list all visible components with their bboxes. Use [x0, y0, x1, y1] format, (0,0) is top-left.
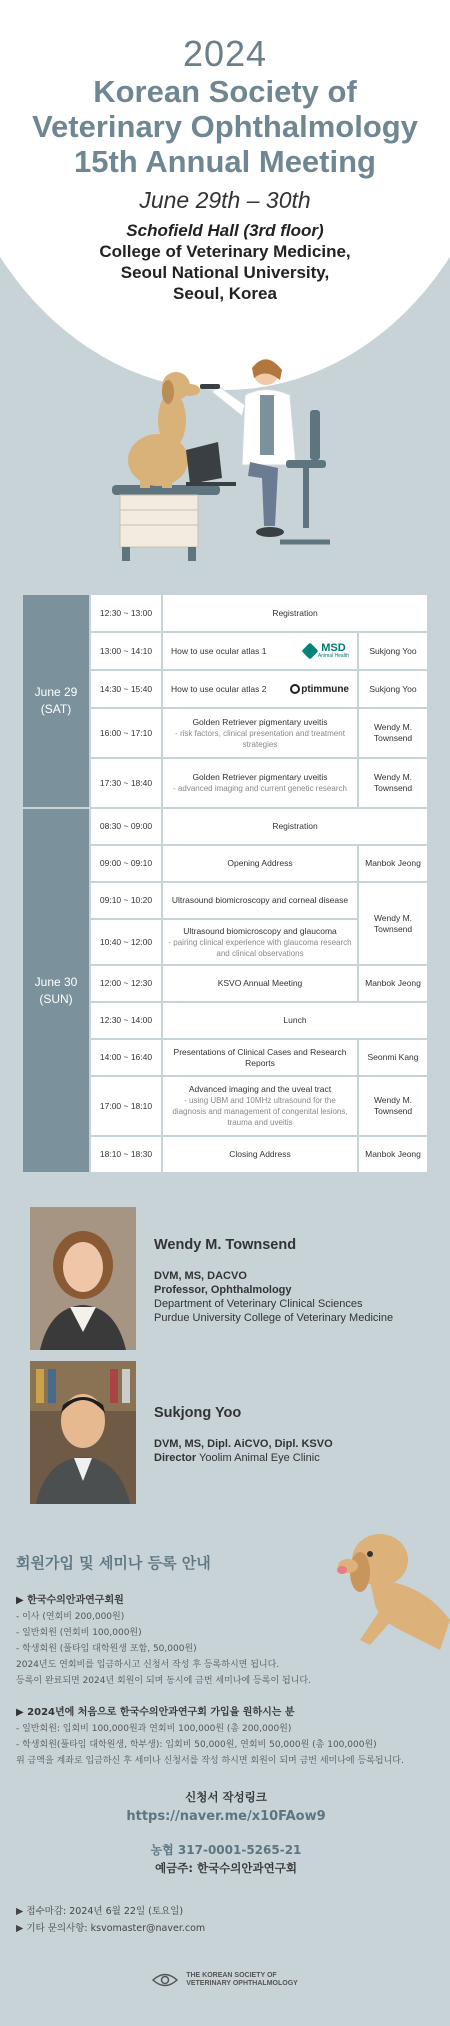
speaker-name: Wendy M. Townsend: [154, 1237, 297, 1253]
day-2-rows: [90, 808, 428, 1173]
list-item: - 학생회원 (풀타임 대학원생 포함, 50,000원): [16, 1644, 197, 1654]
speaker-name-line: Wendy M.: [373, 912, 413, 923]
time-cell: 13:00 ~ 14:10: [90, 632, 162, 670]
time-cell: 12:30 ~ 13:00: [90, 594, 162, 632]
speaker-cell: Sukjong Yoo: [358, 632, 428, 670]
table-row: [90, 1076, 428, 1136]
table-row: [90, 1136, 428, 1173]
session-title: Golden Retriever pigmentary uveitis: [192, 716, 328, 727]
footer-line-2: VETERINARY OPHTHALMOLOGY: [186, 1980, 298, 1987]
registration-title: 회원가입 및 세미나 등록 안내: [16, 1554, 211, 1572]
speaker-credentials: DVM, MS, Dipl. AiCVO, Dipl. KSVO: [154, 1438, 333, 1450]
day-1-date: June 29: [34, 685, 78, 699]
session-title: How to use ocular atlas 2: [171, 683, 267, 694]
speaker-department: Department of Veterinary Clinical Sciences: [154, 1298, 363, 1310]
table-row: [90, 919, 358, 965]
account-holder: 예금주: 한국수의안과연구회: [155, 1861, 297, 1875]
time-cell: 10:40 ~ 12:00: [90, 919, 162, 965]
time-cell: 12:00 ~ 12:30: [90, 965, 162, 1002]
speaker-position: [154, 1451, 333, 1465]
optimmune-logo-text: ptimmune: [301, 683, 349, 695]
speaker-cell: [358, 758, 428, 808]
bank-account: 농협 317-0001-5265-21: [150, 1843, 302, 1857]
speaker-name-line: Townsend: [373, 923, 413, 934]
time-cell: 09:10 ~ 10:20: [90, 882, 162, 919]
day-1: [22, 594, 428, 808]
speaker-cell: Sukjong Yoo: [358, 670, 428, 708]
title-line-1: Korean Society of: [93, 74, 357, 109]
speaker-name-line: Townsend: [373, 1106, 413, 1116]
speaker-info: [154, 1207, 393, 1350]
speaker-cell: Manbok Jeong: [358, 1136, 428, 1173]
speaker-info: [154, 1361, 333, 1504]
session-title: Opening Address: [162, 845, 358, 882]
hero: [0, 0, 450, 590]
form-link[interactable]: https://naver.me/x10FAow9: [126, 1809, 326, 1824]
time-cell: 17:00 ~ 18:10: [90, 1076, 162, 1136]
eye-icon: [152, 1973, 178, 1987]
session-title: Lunch: [162, 1002, 428, 1039]
year: 2024: [182, 33, 268, 74]
speaker-cell: Seonmi Kang: [358, 1039, 428, 1076]
session-title-cell: [162, 1076, 358, 1136]
table-row: [90, 594, 428, 632]
session-title: KSVO Annual Meeting: [162, 965, 358, 1002]
session-subtitle: - using UBM and 10MHz ultrasound for the diagnosis and management of congenital lesions, trauma and uveitis: [172, 1096, 348, 1127]
venue-line-1: College of Veterinary Medicine,: [99, 242, 351, 261]
list-item: 위 금액을 계좌로 입금하신 후 세미나 신청서를 작성 하시면 회원이 되며 금번 세미나에 등록됩니다.: [16, 1756, 404, 1766]
new-members-heading: ▶ 2024년에 처음으로 한국수의안과연구회 가입을 원하시는 분: [16, 1707, 295, 1718]
speaker-cell: Manbok Jeong: [358, 845, 428, 882]
table-row: [90, 845, 428, 882]
footer-line-1: THE KOREAN SOCIETY OF: [186, 1972, 277, 1979]
session-title: How to use ocular atlas 1: [171, 645, 267, 656]
day-1-rows: [90, 594, 428, 808]
day-1-weekday: (SAT): [40, 702, 72, 716]
list-item: 등록이 완료되면 2024년 회원이 되며 동시에 금번 세미나에 등록이 됩니다.: [16, 1676, 311, 1686]
members-heading: ▶ 한국수의안과연구회원: [16, 1595, 124, 1606]
list-item: 2024년도 연회비를 입금하시고 신청서 작성 후 등록하시면 됩니다.: [16, 1660, 280, 1670]
speaker-name-line: Wendy M.: [373, 1095, 413, 1105]
msd-logo: [304, 643, 349, 659]
optimmune-logo: [290, 684, 349, 695]
merged-rows: [90, 882, 358, 965]
session-subtitle: - pairing clinical experience with glaucoma research and clinical observations: [168, 937, 352, 958]
speaker-townsend: [30, 1207, 393, 1350]
speaker-cell: [358, 708, 428, 758]
speaker-position-title: Director: [154, 1452, 197, 1464]
speaker-cell: [358, 1076, 428, 1136]
msd-logo-sub: Animal Health: [317, 653, 349, 659]
day-2-label: [22, 808, 90, 1173]
time-cell: 14:30 ~ 15:40: [90, 670, 162, 708]
contact-note: ▶ 기타 문의사항: ksvomaster@naver.com: [16, 1923, 206, 1934]
session-title-cell: [162, 919, 358, 965]
session-title: Golden Retriever pigmentary uveitis: [192, 772, 328, 782]
session-title: Presentations of Clinical Cases and Research Reports: [162, 1039, 358, 1076]
speaker-photo-yoo: [30, 1361, 136, 1504]
title-line-3: 15th Annual Meeting: [74, 144, 376, 179]
venue-line-2: Seoul National University,: [120, 263, 330, 282]
list-item: - 일반회원 (연회비 100,000원): [16, 1628, 142, 1638]
session-title-cell: [162, 758, 358, 808]
session-subtitle: - risk factors, clinical presentation and treatment strategies: [175, 728, 345, 749]
form-label: 신청서 작성링크: [185, 1790, 267, 1804]
speaker-name: Sukjong Yoo: [154, 1405, 242, 1421]
speaker-institution: Purdue University College of Veterinary Medicine: [154, 1312, 394, 1324]
speaker-name-line: Townsend: [373, 733, 413, 743]
day-2-date: June 30: [34, 974, 78, 989]
list-item: - 이사 (연회비 200,000원): [16, 1612, 125, 1622]
venue-line-3: Seoul, Korea: [173, 284, 277, 303]
time-cell: 17:30 ~ 18:40: [90, 758, 162, 808]
registration-info: [16, 1552, 436, 1937]
session-title-cell: [162, 708, 358, 758]
deadline-note: ▶ 접수마감: 2024년 6월 22일 (토요일): [16, 1906, 184, 1917]
time-cell: 08:30 ~ 09:00: [90, 808, 162, 845]
vet-examining-dog-illustration: [100, 350, 350, 570]
list-item: - 일반회원: 입회비 100,000원과 연회비 100,000원 (총 200,000원): [16, 1724, 292, 1734]
list-item: - 학생회원(풀타임 대학원생, 학부생): 입회비 50,000원, 연회비 50,000원 (총 100,000원): [16, 1740, 377, 1750]
session-title: Ultrasound biomicroscopy and glaucoma: [183, 925, 337, 936]
session-title: Registration: [162, 594, 428, 632]
table-row: [90, 882, 358, 919]
speaker-cell-merged: [358, 882, 428, 965]
venue-hall: Schofield Hall (3rd floor): [126, 221, 324, 240]
speaker-name-line: Townsend: [373, 783, 413, 793]
msd-logo-text: MSD: [321, 642, 346, 654]
table-row: [90, 632, 428, 670]
speaker-position-org: Yoolim Animal Eye Clinic: [196, 1452, 320, 1464]
table-row: [90, 670, 428, 708]
time-cell: 09:00 ~ 09:10: [90, 845, 162, 882]
optimmune-o-icon: [290, 684, 300, 694]
footer-text: [186, 1972, 298, 1988]
time-cell: 18:10 ~ 18:30: [90, 1136, 162, 1173]
table-row: [90, 708, 428, 758]
session-title: Closing Address: [162, 1136, 358, 1173]
title-line-2: Veterinary Ophthalmology: [32, 109, 418, 144]
table-row: [90, 965, 428, 1002]
session-title: Advanced imaging and the uveal tract: [188, 1084, 332, 1094]
speaker-credentials: DVM, MS, DACVO: [154, 1270, 247, 1282]
day-2: [22, 808, 428, 1173]
speaker-position: Professor, Ophthalmology: [154, 1284, 292, 1296]
merged-speaker-group: [90, 882, 428, 965]
session-title: Ultrasound biomicroscopy and corneal disease: [162, 882, 358, 919]
application-block: [16, 1787, 436, 1877]
session-title: Registration: [162, 808, 428, 845]
speaker-photo-townsend: [30, 1207, 136, 1350]
table-row: [90, 808, 428, 845]
msd-diamond-icon: [301, 643, 318, 660]
schedule-table: [22, 594, 428, 1173]
session-title-with-sponsor: [162, 670, 358, 708]
speaker-name-line: Wendy M.: [373, 722, 413, 732]
table-row: [90, 758, 428, 808]
footer-logo: [0, 1972, 450, 1988]
table-row: [90, 1039, 428, 1076]
table-row: [90, 1002, 428, 1039]
time-cell: 16:00 ~ 17:10: [90, 708, 162, 758]
speaker-name-line: Wendy M.: [373, 772, 413, 782]
speaker-cell: Manbok Jeong: [358, 965, 428, 1002]
hero-text: [0, 34, 450, 304]
day-1-label: [22, 594, 90, 808]
spacer: [16, 1689, 436, 1703]
session-title-with-sponsor: [162, 632, 358, 670]
time-cell: 14:00 ~ 16:40: [90, 1039, 162, 1076]
day-2-weekday: (SUN): [39, 991, 73, 1006]
event-dates: June 29th – 30th: [139, 187, 311, 213]
time-cell: 12:30 ~ 14:00: [90, 1002, 162, 1039]
notes: [16, 1903, 436, 1937]
speaker-yoo: [30, 1361, 333, 1504]
session-subtitle: - advanced imaging and current genetic research: [173, 784, 347, 793]
